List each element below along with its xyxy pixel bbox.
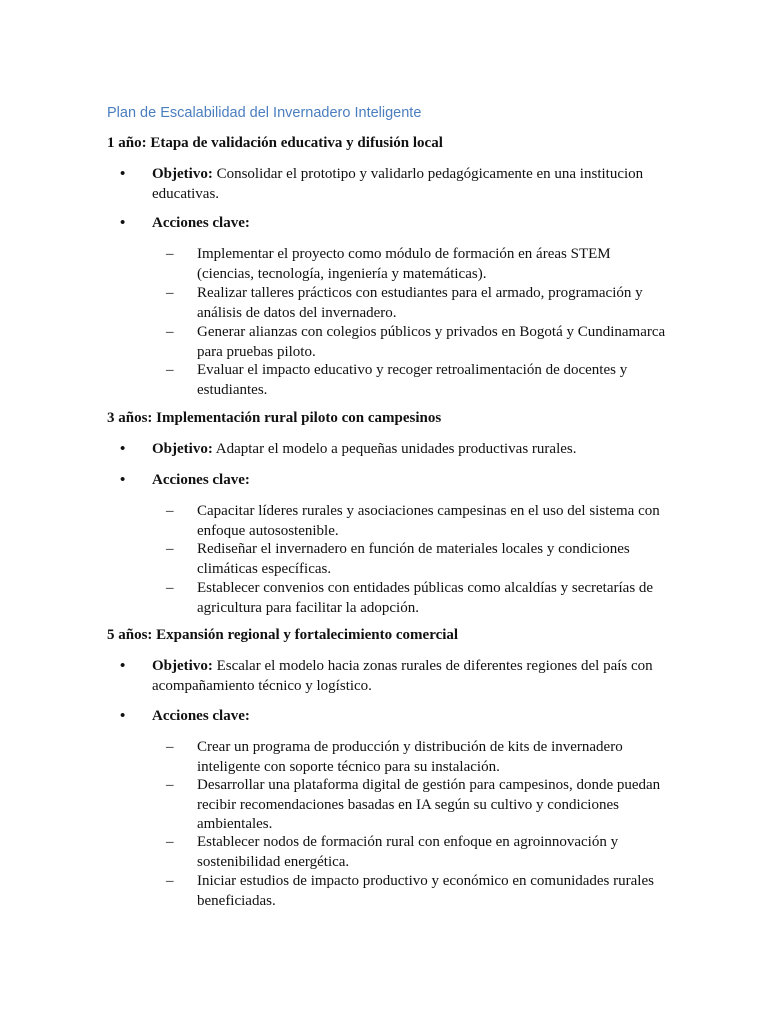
actions-label: Acciones clave: [152,215,250,231]
objective-label: Objetivo: [152,658,213,674]
action-text: Iniciar estudios de impacto productivo y económico en comunidades rurales beneficiadas. [197,873,654,909]
objective-label: Objetivo: [152,441,213,457]
objective-text: Adaptar el modelo a pequeñas unidades productivas rurales. [215,441,577,457]
bullet-icon: • [120,708,126,724]
action-text: Implementar el proyecto como módulo de formación en áreas STEM (ciencias, tecnología, ingeniería y matemáticas). [197,246,611,282]
document-title: Plan de Escalabilidad del Invernadero Inteligente [107,105,422,121]
dash-icon: – [166,580,174,596]
bullet-icon: • [120,441,126,457]
objective-text: Consolidar el prototipo y validarlo pedagógicamente en una institucion educativas. [152,166,644,202]
phase-1-heading: 1 año: Etapa de validación educativa y difusión local [107,135,443,151]
bullet-icon: • [120,166,126,182]
dash-icon: – [166,285,174,301]
bullet-icon: • [120,658,126,674]
dash-icon: – [166,246,174,262]
action-text: Rediseñar el invernadero en función de materiales locales y condiciones climáticas específicas. [197,541,630,577]
dash-icon: – [166,873,174,889]
dash-icon: – [166,541,174,557]
action-text: Realizar talleres prácticos con estudiantes para el armado, programación y análisis de datos del invernadero. [197,285,643,321]
action-text: Desarrollar una plataforma digital de gestión para campesinos, donde puedan recibir recomendaciones basadas en IA según su cultivo y condiciones ambientales. [197,777,661,832]
action-text: Evaluar el impacto educativo y recoger retroalimentación de docentes y estudiantes. [197,362,628,398]
dash-icon: – [166,834,174,850]
dash-icon: – [166,777,174,793]
action-text: Crear un programa de producción y distribución de kits de invernadero inteligente con soporte técnico para su instalación. [197,739,623,775]
action-text: Establecer nodos de formación rural con enfoque en agroinnovación y sostenibilidad energética. [197,834,619,870]
phase-3-heading: 5 años: Expansión regional y fortalecimiento comercial [107,627,459,643]
actions-label: Acciones clave: [152,472,250,488]
dash-icon: – [166,503,174,519]
objective-text: Escalar el modelo hacia zonas rurales de diferentes regiones del país con acompañamiento técnico y logístico. [152,658,653,694]
objective-label: Objetivo: [152,166,213,182]
phase-2-heading: 3 años: Implementación rural piloto con campesinos [107,410,442,426]
action-text: Capacitar líderes rurales y asociaciones campesinas en el uso del sistema con enfoque autosostenible. [197,503,660,539]
dash-icon: – [166,362,174,378]
action-text: Generar alianzas con colegios públicos y privados en Bogotá y Cundinamarca para pruebas piloto. [197,324,666,360]
bullet-icon: • [120,472,126,488]
bullet-icon: • [120,215,126,231]
dash-icon: – [166,324,174,340]
action-text: Establecer convenios con entidades públicas como alcaldías y secretarías de agricultura para facilitar la adopción. [197,580,654,616]
dash-icon: – [166,739,174,755]
actions-label: Acciones clave: [152,708,250,724]
